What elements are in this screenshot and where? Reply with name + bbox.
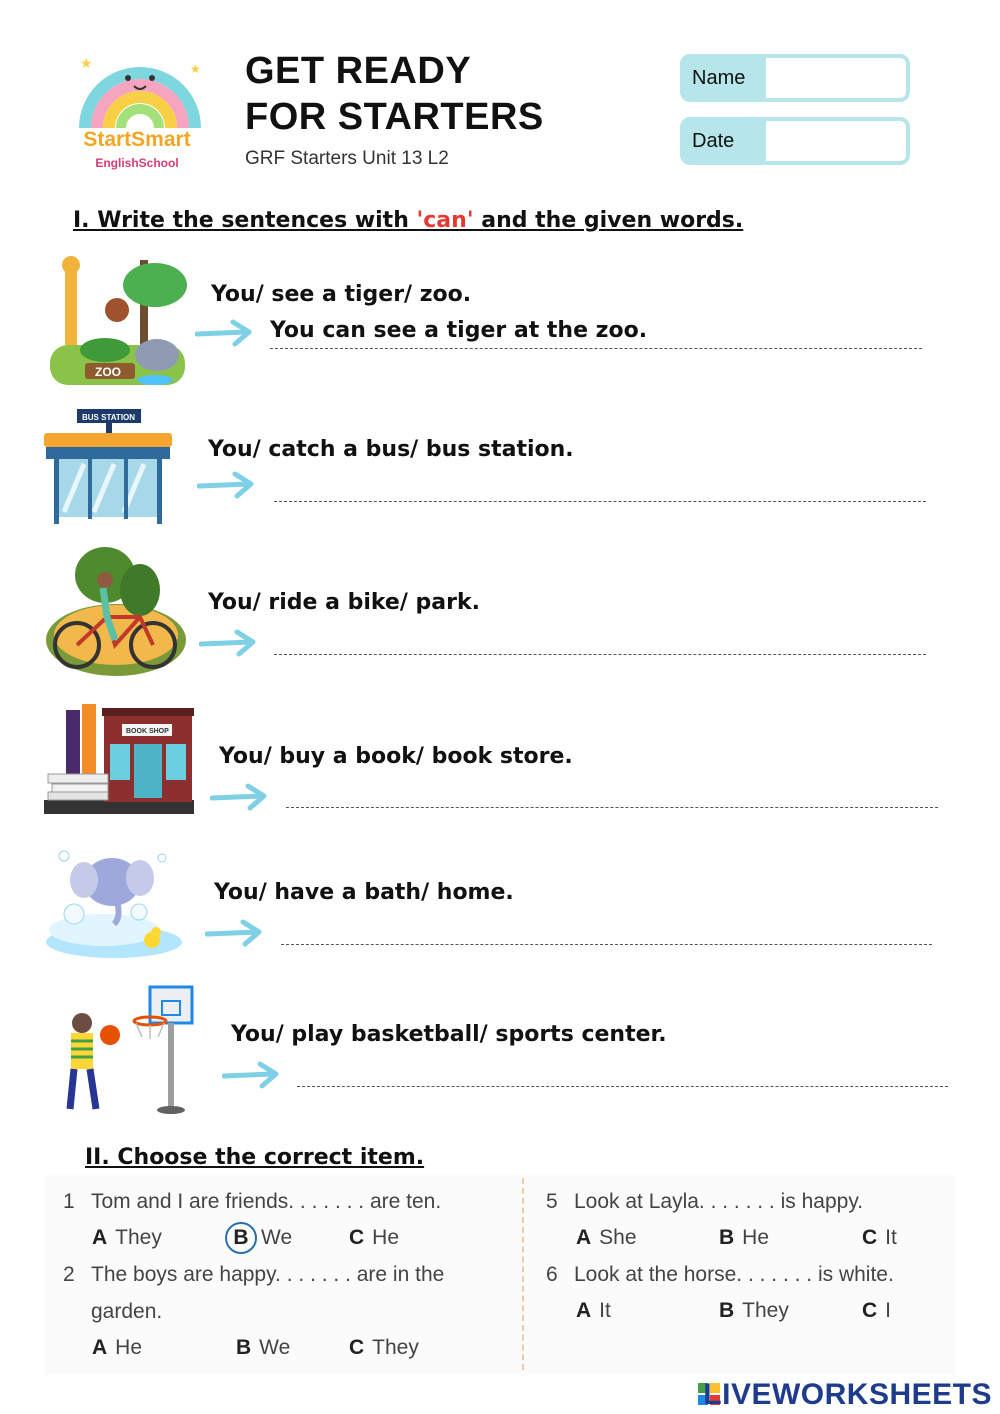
option-text: I	[885, 1299, 892, 1322]
q6-text	[546, 1263, 894, 1287]
book-sign-text: BOOK SHOP	[126, 728, 169, 735]
name-input[interactable]	[768, 60, 904, 96]
page-title-line2: FOR STARTERS	[245, 96, 544, 138]
arrow-right-icon	[205, 918, 267, 948]
item1-answer: You can see a tiger at the zoo.	[270, 318, 648, 343]
item4-answer-input[interactable]	[287, 780, 941, 808]
q5-option-c[interactable]	[862, 1226, 897, 1250]
selected-circle-icon: B	[225, 1222, 257, 1254]
basketball-icon	[62, 985, 197, 1118]
q5-option-a[interactable]	[576, 1226, 637, 1250]
option-text: We	[259, 1336, 291, 1359]
q6-option-b[interactable]	[719, 1299, 789, 1323]
option-text: He	[372, 1226, 400, 1249]
option-letter: A	[576, 1299, 592, 1322]
q1-option-c[interactable]	[349, 1226, 399, 1250]
q1-number: 1	[63, 1190, 75, 1213]
rainbow-logo-icon	[60, 48, 220, 138]
option-letter: B	[236, 1336, 252, 1359]
section2-title: II. Choose the correct item.	[85, 1145, 425, 1170]
q2-text	[63, 1263, 444, 1287]
option-letter: C	[349, 1226, 365, 1249]
svg-text:ZOO: ZOO	[95, 365, 121, 379]
q6-option-a[interactable]	[576, 1299, 611, 1323]
zoo-icon	[45, 255, 190, 390]
section1-title-highlight: 'can'	[416, 208, 474, 233]
bike-park-icon	[45, 545, 187, 677]
arrow-right-icon	[199, 628, 261, 658]
page-subtitle: GRF Starters Unit 13 L2	[245, 148, 449, 169]
section1-title-post: and the given words.	[473, 208, 744, 233]
option-letter: A	[576, 1226, 592, 1249]
svg-text:★: ★	[190, 62, 201, 76]
item6-prompt: You/ play basketball/ sports center.	[231, 1022, 667, 1047]
q5-text	[546, 1190, 863, 1214]
option-text: It	[885, 1226, 897, 1249]
date-input[interactable]	[768, 123, 904, 159]
logo-subtitle: EnglishSchool	[95, 156, 179, 170]
item6-answer-line	[297, 1086, 948, 1087]
option-letter: B	[719, 1299, 735, 1322]
item3-answer-input[interactable]	[275, 627, 929, 655]
option-text: It	[599, 1299, 611, 1322]
item5-prompt: You/ have a bath/ home.	[214, 880, 514, 905]
bookstore-icon	[44, 700, 196, 817]
bus-sign-text: BUS STATION	[82, 413, 136, 422]
q6-number: 6	[546, 1263, 558, 1286]
arrow-right-icon	[195, 318, 257, 348]
item4-answer-line	[286, 807, 938, 808]
q6-option-c[interactable]	[862, 1299, 891, 1323]
option-letter: A	[92, 1336, 108, 1359]
q2-option-c[interactable]	[349, 1336, 419, 1360]
q1-option-b-selected[interactable]	[225, 1222, 292, 1254]
option-text: He	[742, 1226, 770, 1249]
option-letter: C	[349, 1336, 365, 1359]
bus-station-icon	[44, 408, 174, 526]
q2-text-line2: garden.	[91, 1300, 163, 1323]
option-letter: C	[862, 1226, 878, 1249]
q1-question: Tom and I are friends. . . . . . . are ten.	[91, 1190, 442, 1213]
section1-title-pre: I. Write the sentences with	[73, 208, 417, 233]
option-text: They	[115, 1226, 162, 1249]
q2-question: The boys are happy. . . . . . . are in the	[91, 1263, 445, 1286]
q1-option-a[interactable]	[92, 1226, 162, 1250]
item3-answer-line	[274, 654, 926, 655]
page-title-line1: GET READY	[245, 50, 472, 92]
item2-prompt: You/ catch a bus/ bus station.	[208, 437, 574, 462]
q5-question: Look at Layla. . . . . . . is happy.	[574, 1190, 864, 1213]
item4-prompt: You/ buy a book/ book store.	[219, 744, 573, 769]
option-letter: B	[719, 1226, 735, 1249]
item2-answer-input[interactable]	[275, 474, 929, 502]
option-text: He	[115, 1336, 143, 1359]
name-field[interactable]	[680, 54, 910, 102]
item5-answer-line	[281, 944, 932, 945]
arrow-right-icon	[210, 782, 272, 812]
option-text: They	[742, 1299, 789, 1322]
item6-answer-input[interactable]	[298, 1059, 950, 1087]
q5-number: 5	[546, 1190, 558, 1213]
item1-prompt: You/ see a tiger/ zoo.	[211, 282, 472, 307]
date-label: Date	[684, 121, 766, 161]
arrow-right-icon	[197, 470, 259, 500]
q6-question: Look at the horse. . . . . . . is white.	[574, 1263, 894, 1286]
q5-option-b[interactable]	[719, 1226, 769, 1250]
option-text: They	[372, 1336, 419, 1359]
option-text: She	[599, 1226, 637, 1249]
option-letter: C	[862, 1299, 878, 1322]
item3-prompt: You/ ride a bike/ park.	[208, 590, 480, 615]
option-letter: A	[92, 1226, 108, 1249]
name-label: Name	[684, 58, 766, 98]
svg-text:★: ★	[80, 56, 93, 72]
item1-answer-line	[270, 348, 922, 349]
q2-number: 2	[63, 1263, 75, 1286]
column-divider	[522, 1178, 524, 1370]
arrow-right-icon	[222, 1060, 284, 1090]
section1-title	[73, 208, 743, 233]
logo-name: StartSmart	[83, 128, 191, 151]
option-text: We	[261, 1226, 293, 1249]
item2-answer-line	[274, 501, 926, 502]
date-field[interactable]	[680, 117, 910, 165]
q1-text	[63, 1190, 441, 1214]
q2-option-a[interactable]	[92, 1336, 142, 1360]
bath-icon	[44, 842, 184, 964]
q2-option-b[interactable]	[236, 1336, 290, 1360]
footer-brand[interactable]: LIVEWORKSHEETS	[703, 1378, 992, 1411]
item5-answer-input[interactable]	[282, 917, 934, 945]
